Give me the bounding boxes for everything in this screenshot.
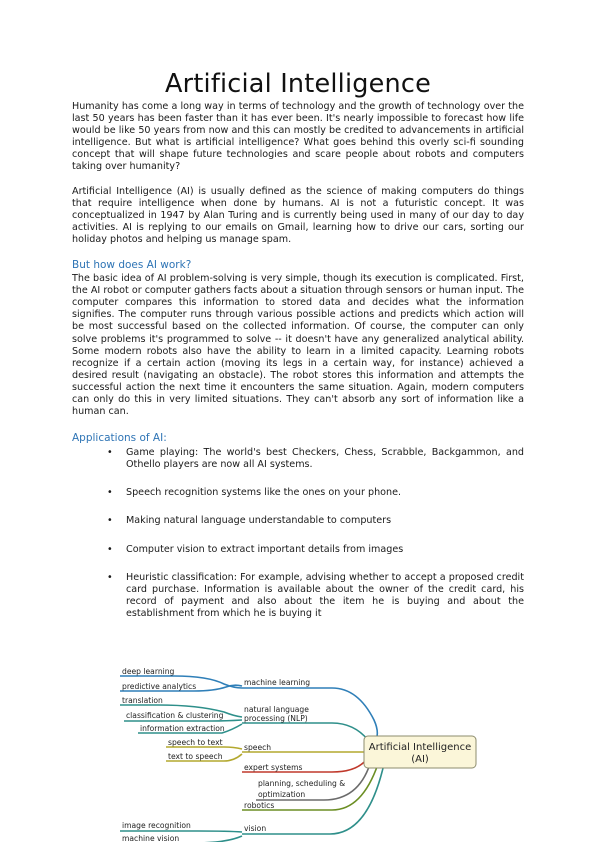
- branch-label-machine-learning: machine learning: [244, 678, 311, 687]
- document-title: Artificial Intelligence: [165, 69, 431, 99]
- ai-mind-map-diagram: [118, 660, 480, 842]
- branch-label-nlp-line1: natural language: [244, 705, 309, 714]
- branch-label-robotics: robotics: [244, 801, 275, 810]
- leaf-translation: translation: [122, 696, 163, 705]
- branch-label-planning-line2: optimization: [258, 790, 306, 799]
- connector-classification: [124, 720, 242, 721]
- branch-label-expert-systems: expert systems: [244, 763, 303, 772]
- definition-paragraph: Artificial Intelligence (AI) is usually defined as the science of making computers do things that require intelligence when done by humans. AI is not a futuristic concept. It was conceptualized in 1947 by Alan Turing and is currently being used in many of our day to day activities. AI is replying to our emails on Gmail, learning how to drive our cars, sorting our holiday photos and helping us manage spam.: [72, 185, 524, 245]
- branch-label-nlp-line2: processing (NLP): [244, 714, 308, 723]
- leaf-predictive-analytics: predictive analytics: [122, 682, 197, 691]
- center-node-label-line2: (AI): [411, 754, 429, 765]
- list-item: [107, 543, 524, 556]
- how-ai-works-heading: But how does AI work?: [72, 259, 192, 272]
- leaf-information-extraction: information extraction: [140, 724, 225, 733]
- list-item-text: Making natural language understandable to computers: [126, 515, 392, 527]
- list-item-text: Speech recognition systems like the ones on your phone.: [126, 487, 402, 499]
- branch-label-vision: vision: [244, 824, 267, 833]
- bullet-icon: •: [107, 487, 113, 499]
- list-item: [107, 447, 524, 471]
- list-item: [107, 515, 524, 527]
- leaf-image-recognition: image recognition: [122, 821, 191, 830]
- leaf-text-to-speech: text to speech: [168, 752, 223, 761]
- connector-image-recognition: [120, 831, 242, 832]
- list-item-text: Game playing: The world's best Checkers, Chess, Scrabble, Backgammon, and Othello players are now all AI systems.: [126, 447, 524, 471]
- intro-paragraph: Humanity has come a long way in terms of technology and the growth of technology over the last 50 years has been faster than it has ever been. It's nearly impossible to forecast how life would be like 50 years from now and this can mostly be credited to advancements in artificial intelligence. But what is artificial intelligence? What goes behind this overly sci-fi sounding concept that will shape future technologies and scare people about robots and computers taking over humanity?: [72, 101, 524, 173]
- connector-speech-to-text: [166, 747, 242, 749]
- leaf-deep-learning: deep learning: [122, 667, 175, 676]
- bullet-icon: •: [107, 447, 113, 459]
- how-ai-works-paragraph: The basic idea of AI problem-solving is very simple, though its execution is complicated. First, the AI robot or computer gathers facts about a situation through sensors or human input. The computer compares this information to stored data and decides what the information signifies. The computer runs through various possible actions and predicts which action will be most successful based on the collected information. Of course, the computer can only solve problems it's programmed to solve -- it doesn't have any generalized analytical ability. Some modern robots also have the ability to learn in a limited capacity. Learning robots recognize if a certain action (moving its legs in a certain way, for instance) achieved a desired result (navigating an obstacle). The robot stores this information and attempts the successful action the next time it encounters the same situation. Again, modern computers can only do this in very limited situations. They can't absorb any sort of information like a human can.: [72, 273, 524, 418]
- list-item-text: Heuristic classification: For example, advising whether to accept a proposed credit card purchase. Information is available about the owner of the credit card, his record of payment and also about the item he is buying and about the establishment from which he is buying it: [126, 571, 524, 619]
- center-node-label-line1: Artificial Intelligence: [368, 742, 472, 753]
- applications-heading: Applications of AI:: [72, 432, 167, 445]
- leaf-classification-clustering: classification & clustering: [126, 711, 224, 720]
- applications-list: [72, 447, 524, 620]
- list-item: [107, 571, 524, 620]
- bullet-icon: •: [107, 543, 113, 555]
- branch-label-speech: speech: [244, 743, 272, 752]
- bullet-icon: •: [107, 515, 113, 527]
- list-item: [107, 487, 524, 499]
- document-page: [72, 68, 524, 636]
- leaf-machine-vision: machine vision: [122, 834, 180, 842]
- bullet-icon: •: [107, 571, 113, 583]
- list-item-text: Computer vision to extract important details from images: [126, 543, 404, 555]
- leaf-speech-to-text: speech to text: [168, 738, 223, 747]
- branch-label-planning-line1: planning, scheduling &: [258, 779, 346, 788]
